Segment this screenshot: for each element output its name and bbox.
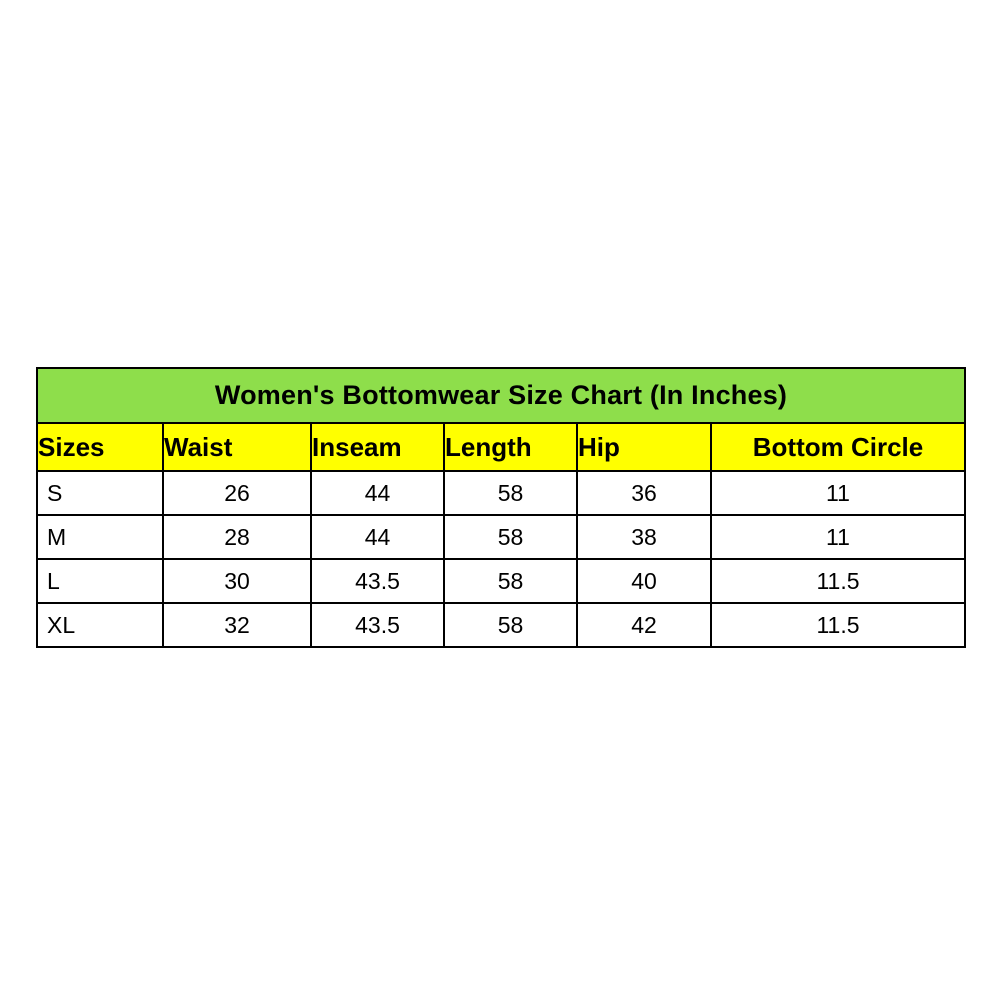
cell-hip-s: 36 bbox=[577, 471, 711, 515]
cell-waist-l: 30 bbox=[163, 559, 311, 603]
size-chart-container bbox=[36, 367, 964, 648]
cell-hip-xl: 42 bbox=[577, 603, 711, 647]
cell-inseam-xl: 43.5 bbox=[311, 603, 444, 647]
table-row bbox=[37, 603, 965, 647]
column-header-length: Length bbox=[444, 423, 577, 471]
table-row bbox=[37, 515, 965, 559]
table-row bbox=[37, 471, 965, 515]
cell-size-m: M bbox=[37, 515, 163, 559]
cell-waist-m: 28 bbox=[163, 515, 311, 559]
cell-length-s: 58 bbox=[444, 471, 577, 515]
column-header-sizes: Sizes bbox=[37, 423, 163, 471]
table-title-row bbox=[37, 368, 965, 423]
table-row bbox=[37, 559, 965, 603]
cell-hip-l: 40 bbox=[577, 559, 711, 603]
cell-waist-xl: 32 bbox=[163, 603, 311, 647]
cell-inseam-s: 44 bbox=[311, 471, 444, 515]
cell-hip-m: 38 bbox=[577, 515, 711, 559]
column-header-inseam: Inseam bbox=[311, 423, 444, 471]
cell-bottom-circle-m: 11 bbox=[711, 515, 965, 559]
cell-size-s: S bbox=[37, 471, 163, 515]
cell-size-l: L bbox=[37, 559, 163, 603]
cell-size-xl: XL bbox=[37, 603, 163, 647]
cell-length-xl: 58 bbox=[444, 603, 577, 647]
cell-inseam-m: 44 bbox=[311, 515, 444, 559]
cell-length-m: 58 bbox=[444, 515, 577, 559]
cell-inseam-l: 43.5 bbox=[311, 559, 444, 603]
table-header-row bbox=[37, 423, 965, 471]
size-chart-table bbox=[36, 367, 966, 648]
cell-bottom-circle-xl: 11.5 bbox=[711, 603, 965, 647]
cell-length-l: 58 bbox=[444, 559, 577, 603]
cell-bottom-circle-s: 11 bbox=[711, 471, 965, 515]
cell-bottom-circle-l: 11.5 bbox=[711, 559, 965, 603]
column-header-waist: Waist bbox=[163, 423, 311, 471]
cell-waist-s: 26 bbox=[163, 471, 311, 515]
column-header-bottom-circle: Bottom Circle bbox=[711, 423, 965, 471]
chart-title: Women's Bottomwear Size Chart (In Inches) bbox=[37, 368, 965, 423]
column-header-hip: Hip bbox=[577, 423, 711, 471]
